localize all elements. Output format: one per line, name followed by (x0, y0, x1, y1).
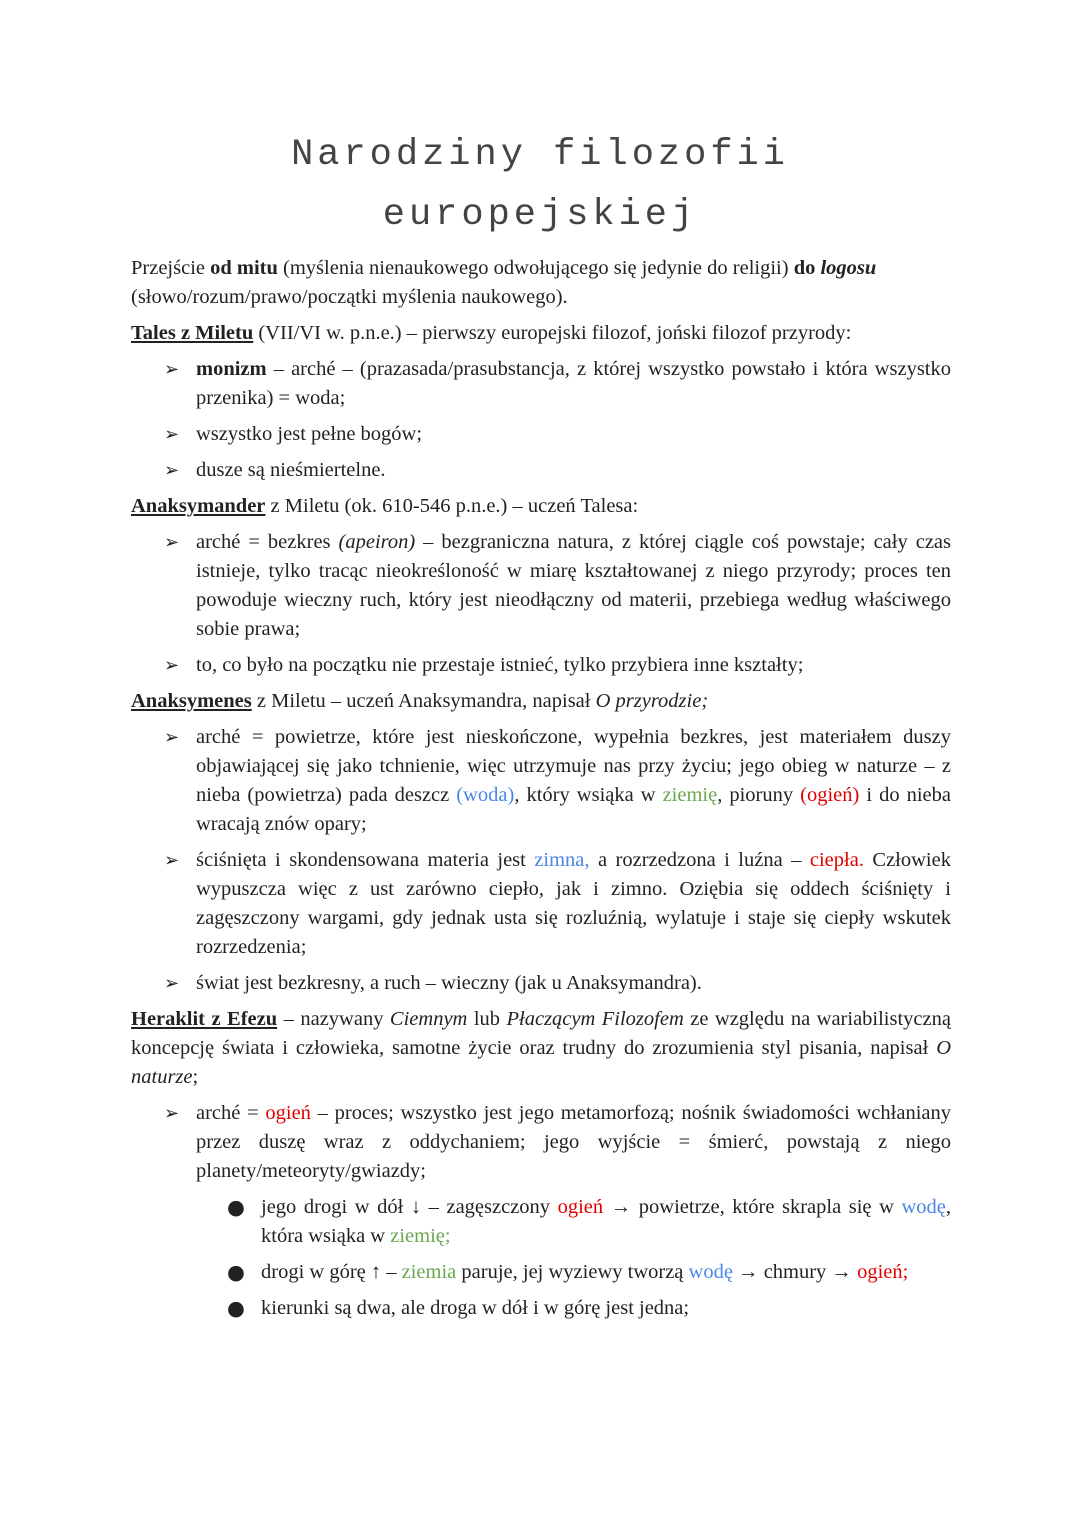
list-item-text: → powietrze, które skrapla się w (603, 1196, 902, 1218)
list-item-text: wszystko jest pełne bogów; (196, 423, 423, 445)
term-warm: ciepła. (809, 849, 864, 871)
arrow-bullet-icon: ➢ (164, 532, 180, 553)
element-water: wodę (688, 1261, 733, 1283)
list-item-text: , który wsiąka w (514, 784, 663, 806)
arrow-bullet-icon: ➢ (164, 460, 180, 481)
dot-bullet-icon: ● (227, 1260, 245, 1284)
arrow-bullet-icon: ➢ (164, 359, 180, 380)
list-item-text: – bezgraniczna natura, z której ciągle coś powstaje; cały czas istnieje, tylko tracąc nieokreśloność w miarę kształtowanej z niego przyrody; proces ten powoduje wieczny ruch, który jest nieodłączny od materii, przebiega według właściwego sobie prawa; (196, 531, 951, 640)
element-fire: ogień; (857, 1261, 909, 1283)
sublist-item (131, 1294, 951, 1323)
book-title: O przyrodzie; (595, 690, 709, 712)
term-monizm: monizm (196, 358, 267, 380)
arrow-bullet-icon: ➢ (164, 727, 180, 748)
list-item (131, 723, 951, 839)
dot-bullet-icon: ● (227, 1195, 245, 1219)
element-earth: ziemia (401, 1261, 457, 1283)
element-fire: ogień (557, 1196, 604, 1218)
list-item-text: dusze są nieśmiertelne. (196, 459, 386, 481)
list-item-text: Człowiek wypuszcza więc z ust zarówno ciepło, jak i zimno. Oziębia się oddech ściśnięty i zagęszczony wargami, gdy jednak usta się rozluźnią, wylatuje i staje się ciepły wskutek rozrzedzenia; (196, 849, 951, 958)
element-fire: ogień (265, 1102, 311, 1124)
element-earth: ziemię (662, 784, 718, 806)
heraklit-description: lub (467, 1008, 507, 1030)
list-item-text: a rozrzedzona i luźna – (589, 849, 810, 871)
sublist-item (131, 1193, 951, 1251)
tales-list (131, 355, 951, 485)
intro-paragraph (131, 254, 951, 312)
term-apeiron: (apeiron) (338, 531, 416, 553)
list-item-text: kierunki są dwa, ale droga w dół i w górę jest jedna; (261, 1297, 690, 1319)
arrow-bullet-icon: ➢ (164, 1103, 180, 1124)
heraklit-sublist (131, 1193, 951, 1323)
list-item (131, 846, 951, 962)
list-item (131, 528, 951, 644)
philosopher-name-anaksymenes: Anaksymenes (131, 690, 252, 712)
sublist-item (131, 1258, 951, 1287)
list-item-text: świat jest bezkresny, a ruch – wieczny (jak u Anaksymandra). (196, 972, 702, 994)
list-item-text: arché = (196, 1102, 266, 1124)
element-fire: (ogień) (800, 784, 860, 806)
list-item-text: to, co było na początku nie przestaje istnieć, tylko przybiera inne kształty; (196, 654, 804, 676)
anaksymenes-description: z Miletu – uczeń Anaksymandra, napisał (251, 690, 596, 712)
intro-text: (myślenia nienaukowego odwołującego się jedynie do religii) (277, 257, 794, 279)
philosopher-name-heraklit: Heraklit z Efezu (131, 1008, 278, 1030)
anaksymander-description: z Miletu (ok. 610-546 p.n.e.) – uczeń Talesa: (265, 495, 639, 517)
list-item-text: – arché – (prazasada/prasubstancja, z której wszystko powstało i która wszystko przenika) = woda; (196, 358, 951, 409)
document-body (131, 254, 951, 1330)
heraklit-heading (131, 1005, 951, 1092)
tales-heading (131, 319, 951, 348)
dot-bullet-icon: ● (227, 1296, 245, 1320)
heraklit-description: ; (192, 1066, 199, 1088)
list-item (131, 420, 951, 449)
list-item-text: – proces; wszystko jest jego metamorfozą; nośnik świadomości wchłaniany przez duszę wraz z oddychaniem; jego wyjście = śmierć, powstają z niego planety/meteoryty/gwiazdy; (196, 1102, 951, 1182)
list-item (131, 651, 951, 680)
heraklit-description: ze względu na wariabilistyczną koncepcję świata i człowieka, samotne życie oraz trudny do zrozumienia styl pisania, napisał (131, 1008, 951, 1059)
page-title-line-2: europejskiej (382, 194, 698, 236)
philosopher-name-anaksymander: Anaksymander (131, 495, 266, 517)
anaksymenes-heading (131, 687, 951, 716)
nickname-placzacy: Płaczącym Filozofem (506, 1008, 684, 1030)
list-item-text: i do nieba wracają znów opary; (196, 784, 952, 835)
element-water: wodę (901, 1196, 946, 1218)
list-item-text: jego drogi w dół ↓ – zagęszczony (261, 1196, 558, 1218)
element-water: (woda) (456, 784, 515, 806)
intro-text: (słowo/rozum/prawo/początki myślenia naukowego). (131, 286, 568, 308)
page-title-line-1: Narodziny filozofii (291, 134, 789, 176)
list-item-text: arché = powietrze, które jest nieskończone, wypełnia bezkres, jest materiałem duszy objawiającej się jako tchnienie, więc utrzymuje nas przy życiu; jego obieg w naturze – z nieba (powietrza) pada deszcz (196, 726, 951, 806)
tales-description: (VII/VI w. p.n.e.) – pierwszy europejski filozof, joński filozof przyrody: (253, 322, 852, 344)
list-item (131, 1099, 951, 1186)
intro-logosu: logosu (820, 257, 877, 279)
anaksymenes-list (131, 723, 951, 998)
heraklit-list (131, 1099, 951, 1186)
book-title: O naturze (131, 1037, 951, 1088)
intro-do: do (793, 257, 821, 279)
heraklit-description: – nazywany (277, 1008, 390, 1030)
list-item-text: ściśnięta i skondensowana materia jest (196, 849, 535, 871)
list-item (131, 355, 951, 413)
nickname-ciemny: Ciemnym (389, 1008, 468, 1030)
list-item (131, 456, 951, 485)
list-item-text: drogi w górę ↑ – (261, 1261, 402, 1283)
list-item-text: , która wsiąka w (261, 1196, 951, 1247)
arrow-bullet-icon: ➢ (164, 655, 180, 676)
arrow-bullet-icon: ➢ (164, 850, 180, 871)
anaksymander-heading (131, 492, 951, 521)
arrow-bullet-icon: ➢ (164, 973, 180, 994)
intro-od-mitu: od mitu (210, 257, 278, 279)
list-item-text: , pioruny (717, 784, 801, 806)
list-item-text: → chmury → (732, 1261, 858, 1283)
anaksymander-list (131, 528, 951, 680)
term-cold: zimna, (534, 849, 590, 871)
philosopher-name-tales: Tales z Miletu (131, 322, 254, 344)
list-item-text: arché = bezkres (196, 531, 339, 553)
arrow-bullet-icon: ➢ (164, 424, 180, 445)
intro-text: Przejście (131, 257, 211, 279)
list-item-text: paruje, jej wyziewy tworzą (456, 1261, 689, 1283)
element-earth: ziemię; (390, 1225, 451, 1247)
list-item (131, 969, 951, 998)
